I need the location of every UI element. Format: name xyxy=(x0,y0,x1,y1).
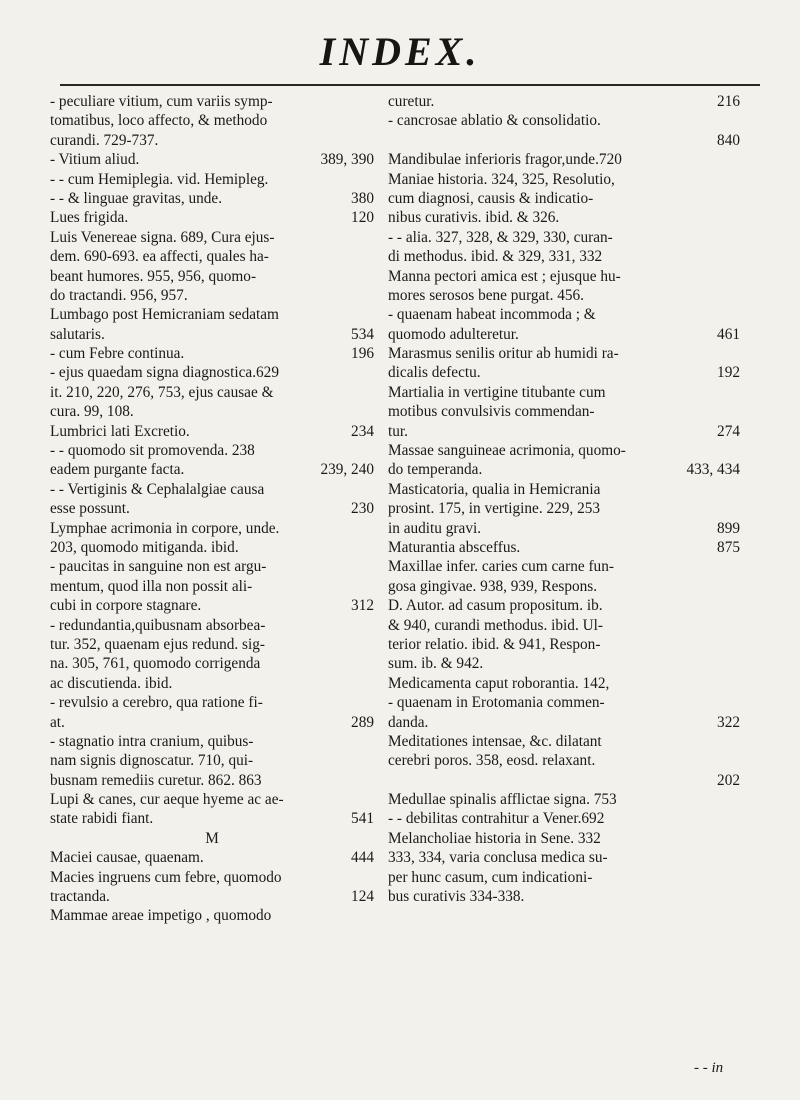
entry-page-ref: 124 xyxy=(351,888,374,906)
index-entry-line xyxy=(388,460,740,479)
index-entry-line xyxy=(50,519,374,538)
index-entry-line xyxy=(50,228,374,247)
index-entry-line xyxy=(388,674,740,693)
entry-page-ref xyxy=(734,809,740,828)
entry-page-ref xyxy=(368,771,374,790)
entry-text: prosint. 175, in vertigine. 229, 253 xyxy=(388,500,601,518)
entry-page-ref xyxy=(368,383,374,402)
entry-page-ref xyxy=(368,674,374,693)
index-entry-line xyxy=(50,654,374,673)
entry-page-ref xyxy=(734,829,740,848)
page-header: INDEX. xyxy=(319,29,481,74)
index-entry-line xyxy=(388,596,740,615)
entry-text: di methodus. ibid. & 329, 331, 332 xyxy=(388,248,603,266)
index-entry-line xyxy=(50,616,374,635)
index-entry-line xyxy=(388,344,740,363)
section-letter xyxy=(50,829,374,848)
entry-text: Massae sanguineae acrimonia, quomo- xyxy=(388,442,626,460)
entry-text: motibus convulsivis commendan- xyxy=(388,403,595,421)
entry-text: Luis Venereae signa. 689, Cura ejus- xyxy=(50,228,275,246)
entry-text: do temperanda. xyxy=(388,461,483,479)
index-entry-line xyxy=(50,305,374,324)
entry-text: do tractandi. 956, 957. xyxy=(50,286,188,304)
entry-page-ref xyxy=(734,383,740,402)
entry-page-ref xyxy=(368,577,374,596)
entry-page-ref xyxy=(734,247,740,266)
entry-text: tractanda. xyxy=(50,888,110,906)
entry-page-ref: 312 xyxy=(351,597,374,615)
index-entry-line xyxy=(50,286,374,305)
entry-text: - redundantia,quibusnam absorbea- xyxy=(50,616,266,634)
index-entry-line xyxy=(50,111,374,130)
index-entry-line xyxy=(388,635,740,654)
entry-text: sum. ib. & 942. xyxy=(388,655,484,673)
entry-page-ref xyxy=(734,848,740,867)
entry-text: M xyxy=(205,829,219,847)
index-entry-line xyxy=(50,771,374,790)
entry-text: - - quomodo sit promovenda. 238 xyxy=(50,442,255,460)
entry-text: cerebri poros. 358, eosd. relaxant. xyxy=(388,752,596,770)
index-entry-line xyxy=(388,848,740,867)
entry-page-ref xyxy=(368,538,374,557)
entry-page-ref: 433, 434 xyxy=(686,461,740,479)
entry-page-ref xyxy=(734,402,740,421)
index-entry-line xyxy=(50,557,374,576)
entry-text: - Vitium aliud. xyxy=(50,151,140,169)
entry-page-ref: 875 xyxy=(717,538,740,556)
entry-page-ref xyxy=(734,635,740,654)
entry-text: Meditationes intensae, &c. dilatant xyxy=(388,732,602,750)
index-entry-line xyxy=(388,809,740,828)
index-entry-line xyxy=(388,267,740,286)
index-entry-line xyxy=(50,596,374,615)
entry-text: Macies ingruens cum febre, quomodo xyxy=(50,868,282,886)
entry-text: 333, 334, varia conclusa medica su- xyxy=(388,849,608,867)
entry-page-ref: 216 xyxy=(717,93,740,110)
entry-page-ref: 192 xyxy=(717,364,740,382)
index-entry-line xyxy=(50,422,374,441)
entry-page-ref xyxy=(734,305,740,324)
index-entry-line xyxy=(388,305,740,324)
entry-text: nam signis dignoscatur. 710, qui- xyxy=(50,752,254,770)
entry-text: - peculiare vitium, cum variis symp- xyxy=(50,93,273,110)
index-entry-line xyxy=(388,713,740,732)
entry-page-ref: 534 xyxy=(351,325,374,343)
index-entry-line xyxy=(388,422,740,441)
index-entry-line xyxy=(50,363,374,382)
index-entry-line xyxy=(50,325,374,344)
index-entry-line xyxy=(50,577,374,596)
entry-text: - ejus quaedam signa diagnostica.629 xyxy=(50,364,279,382)
entry-text: - - & linguae gravitas, unde. xyxy=(50,189,223,207)
entry-page-ref: 274 xyxy=(717,422,740,440)
entry-text: in auditu gravi. xyxy=(388,519,482,537)
entry-text: Mammae areae impetigo , quomodo xyxy=(50,907,272,925)
entry-text: Lumbago post Hemicraniam sedatam xyxy=(50,306,279,324)
index-entry-line xyxy=(388,131,740,150)
index-entry-line xyxy=(388,887,740,906)
entry-text: dicalis defectu. xyxy=(388,364,481,382)
entry-text: Lymphae acrimonia in corpore, unde. xyxy=(50,519,280,537)
index-entry-line xyxy=(388,751,740,770)
entry-page-ref xyxy=(368,906,374,925)
entry-page-ref: 444 xyxy=(351,849,374,867)
entry-text: Maturantia absceffus. xyxy=(388,538,521,556)
entry-page-ref xyxy=(368,616,374,635)
entry-text: & 940, curandi methodus. ibid. Ul- xyxy=(388,616,603,634)
index-entry-line xyxy=(50,402,374,421)
index-entry-line xyxy=(50,131,374,150)
entry-text: state rabidi fiant. xyxy=(50,810,154,828)
entry-text: Maxillae infer. caries cum carne fun- xyxy=(388,558,614,576)
index-column-right xyxy=(388,92,740,906)
entry-text: Mandibulae inferioris fragor,unde.720 xyxy=(388,151,622,169)
index-column-left xyxy=(50,92,374,926)
entry-page-ref: 840 xyxy=(717,131,740,149)
entry-page-ref xyxy=(734,286,740,305)
entry-page-ref xyxy=(368,519,374,538)
entry-page-ref xyxy=(734,674,740,693)
entry-text: Lumbrici lati Excretio. xyxy=(50,422,190,440)
index-entry-line xyxy=(388,150,740,169)
entry-text: Maniae historia. 324, 325, Resolutio, xyxy=(388,170,615,188)
entry-page-ref xyxy=(734,596,740,615)
entry-text: dem. 690-693. ea affecti, quales ha- xyxy=(50,248,269,266)
entry-page-ref xyxy=(734,790,740,809)
index-entry-line xyxy=(50,247,374,266)
header-rule xyxy=(60,84,760,86)
entry-page-ref xyxy=(368,732,374,751)
entry-page-ref xyxy=(734,441,740,460)
entry-page-ref xyxy=(734,751,740,770)
index-entry-line xyxy=(50,208,374,227)
entry-page-ref xyxy=(368,92,374,111)
entry-text: Manna pectori amica est ; ejusque hu- xyxy=(388,267,621,285)
index-entry-line xyxy=(388,441,740,460)
index-entry-line xyxy=(50,732,374,751)
entry-page-ref xyxy=(368,305,374,324)
entry-text: salutaris. xyxy=(50,325,105,343)
entry-text: - - debilitas contrahitur a Vener.692 xyxy=(388,810,605,828)
entry-text: Maciei causae, quaenam. xyxy=(50,849,204,867)
entry-text: Melancholiae historia in Sene. 332 xyxy=(388,829,601,847)
entry-page-ref xyxy=(368,286,374,305)
index-entry-line xyxy=(388,732,740,751)
entry-text: bus curativis 334-338. xyxy=(388,888,525,906)
index-entry-line xyxy=(388,771,740,790)
entry-page-ref xyxy=(368,363,374,382)
entry-text: esse possunt. xyxy=(50,500,130,518)
index-entry-line xyxy=(50,344,374,363)
entry-page-ref xyxy=(734,228,740,247)
index-entry-line xyxy=(50,906,374,925)
entry-text: cubi in corpore stagnare. xyxy=(50,597,202,615)
entry-text: - - Vertiginis & Cephalalgiae causa xyxy=(50,480,265,498)
entry-page-ref xyxy=(368,868,374,887)
index-entry-line xyxy=(388,577,740,596)
entry-text: per hunc casum, cum indicationi- xyxy=(388,868,593,886)
index-entry-line xyxy=(388,208,740,227)
index-entry-line xyxy=(388,189,740,208)
entry-text: - quaenam habeat incommoda ; & xyxy=(388,306,596,324)
index-entry-line xyxy=(388,693,740,712)
entry-page-ref xyxy=(734,616,740,635)
index-entry-line xyxy=(388,480,740,499)
entry-page-ref: 322 xyxy=(717,713,740,731)
entry-page-ref: 196 xyxy=(351,345,374,363)
entry-text: - - alia. 327, 328, & 329, 330, curan- xyxy=(388,228,613,246)
entry-text: mores serosos bene purgat. 456. xyxy=(388,286,584,304)
entry-text: busnam remediis curetur. 862. 863 xyxy=(50,771,262,789)
index-entry-line xyxy=(388,92,740,111)
index-entry-line xyxy=(50,480,374,499)
catchword: - - in xyxy=(694,1060,724,1076)
entry-text: Lupi & canes, cur aeque hyeme ac ae- xyxy=(50,791,284,809)
index-entry-line xyxy=(50,383,374,402)
index-entry-line xyxy=(388,247,740,266)
entry-page-ref xyxy=(734,732,740,751)
entry-page-ref: 389, 390 xyxy=(320,151,374,169)
index-entry-line xyxy=(50,635,374,654)
index-entry-line xyxy=(388,868,740,887)
entry-page-ref: 239, 240 xyxy=(320,461,374,479)
entry-page-ref xyxy=(368,402,374,421)
entry-page-ref xyxy=(368,751,374,770)
entry-text: nibus curativis. ibid. & 326. xyxy=(388,209,560,227)
entry-page-ref xyxy=(368,131,374,150)
index-entry-line xyxy=(388,538,740,557)
entry-text: - revulsio a cerebro, qua ratione fi- xyxy=(50,694,263,712)
index-entry-line xyxy=(50,189,374,208)
index-entry-line xyxy=(388,383,740,402)
entry-page-ref xyxy=(368,557,374,576)
entry-text: beant humores. 955, 956, quomo- xyxy=(50,267,257,285)
index-entry-line xyxy=(388,519,740,538)
entry-text: ac discutienda. ibid. xyxy=(50,674,173,692)
index-entry-line xyxy=(50,809,374,828)
index-entry-line xyxy=(50,848,374,867)
entry-text: eadem purgante facta. xyxy=(50,461,185,479)
entry-page-ref: 202 xyxy=(717,771,740,789)
entry-page-ref xyxy=(734,208,740,227)
entry-page-ref: 289 xyxy=(351,713,374,731)
index-entry-line xyxy=(50,751,374,770)
index-entry-line xyxy=(50,693,374,712)
entry-page-ref xyxy=(368,170,374,189)
index-entry-line xyxy=(50,713,374,732)
entry-page-ref xyxy=(734,693,740,712)
entry-text: - quaenam in Erotomania commen- xyxy=(388,694,605,712)
entry-text: mentum, quod illa non possit ali- xyxy=(50,577,253,595)
entry-text: cura. 99, 108. xyxy=(50,403,134,421)
index-entry-line xyxy=(50,887,374,906)
entry-text: Lues frigida. xyxy=(50,209,129,227)
entry-text: curetur. xyxy=(388,93,435,110)
entry-text: quomodo adulteretur. xyxy=(388,325,519,343)
entry-page-ref xyxy=(734,170,740,189)
entry-text xyxy=(388,771,711,790)
entry-text: - cum Febre continua. xyxy=(50,345,185,363)
entry-page-ref xyxy=(734,344,740,363)
entry-page-ref xyxy=(734,887,740,906)
entry-page-ref: 230 xyxy=(351,500,374,518)
entry-text: danda. xyxy=(388,713,429,731)
entry-text: 203, quomodo mitiganda. ibid. xyxy=(50,538,239,556)
index-entry-line xyxy=(388,325,740,344)
index-entry-line xyxy=(388,557,740,576)
entry-text: tomatibus, loco affecto, & methodo xyxy=(50,112,268,130)
entry-text: - cancrosae ablatio & consolidatio. xyxy=(388,112,601,130)
entry-text: tur. xyxy=(388,422,408,440)
entry-text: Masticatoria, qualia in Hemicrania xyxy=(388,480,601,498)
entry-page-ref: 120 xyxy=(351,209,374,227)
entry-text: - paucitas in sanguine non est argu- xyxy=(50,558,267,576)
index-entry-line xyxy=(50,170,374,189)
entry-page-ref xyxy=(368,654,374,673)
index-entry-line xyxy=(50,460,374,479)
entry-text xyxy=(388,131,711,150)
index-entry-line xyxy=(388,170,740,189)
index-entry-line xyxy=(50,868,374,887)
index-entry-line xyxy=(388,363,740,382)
entry-text: at. xyxy=(50,713,65,731)
entry-page-ref: 234 xyxy=(351,422,374,440)
entry-page-ref xyxy=(368,790,374,809)
entry-text: cum diagnosi, causis & indicatio- xyxy=(388,189,594,207)
entry-page-ref xyxy=(734,654,740,673)
index-entry-line xyxy=(50,441,374,460)
index-entry-line xyxy=(388,228,740,247)
index-entry-line xyxy=(50,538,374,557)
entry-page-ref xyxy=(368,247,374,266)
index-entry-line xyxy=(50,499,374,518)
index-entry-line xyxy=(50,267,374,286)
entry-text: Medullae spinalis afflictae signa. 753 xyxy=(388,791,617,809)
index-entry-line xyxy=(50,150,374,169)
index-entry-line xyxy=(388,111,740,130)
entry-page-ref: 899 xyxy=(717,519,740,537)
entry-page-ref xyxy=(734,577,740,596)
entry-text: D. Autor. ad casum propositum. ib. xyxy=(388,597,603,615)
index-entry-line xyxy=(50,674,374,693)
index-entry-line xyxy=(388,402,740,421)
index-entry-line xyxy=(50,790,374,809)
index-entry-line xyxy=(388,654,740,673)
entry-page-ref xyxy=(734,868,740,887)
index-entry-line xyxy=(50,92,374,111)
entry-page-ref xyxy=(734,499,740,518)
entry-text: tur. 352, quaenam ejus redund. sig- xyxy=(50,635,265,653)
index-entry-line xyxy=(388,286,740,305)
index-entry-line xyxy=(388,616,740,635)
entry-page-ref xyxy=(734,189,740,208)
entry-page-ref: 461 xyxy=(717,325,740,343)
entry-text: Marasmus senilis oritur ab humidi ra- xyxy=(388,345,619,363)
entry-text: Martialia in vertigine titubante cum xyxy=(388,383,606,401)
entry-page-ref: 380 xyxy=(351,189,374,207)
entry-text: - - cum Hemiplegia. vid. Hemipleg. xyxy=(50,170,269,188)
entry-page-ref xyxy=(734,480,740,499)
index-entry-line xyxy=(388,790,740,809)
entry-text: terior relatio. ibid. & 941, Respon- xyxy=(388,635,601,653)
entry-page-ref xyxy=(368,441,374,460)
entry-page-ref xyxy=(734,150,740,169)
index-entry-line xyxy=(388,829,740,848)
entry-page-ref xyxy=(734,267,740,286)
entry-text: it. 210, 220, 276, 753, ejus causae & xyxy=(50,383,274,401)
entry-page-ref xyxy=(734,557,740,576)
entry-page-ref xyxy=(368,228,374,247)
entry-text: Medicamenta caput roborantia. 142, xyxy=(388,674,610,692)
entry-text: gosa gingivae. 938, 939, Respons. xyxy=(388,577,598,595)
entry-page-ref xyxy=(734,111,740,130)
index-entry-line xyxy=(388,499,740,518)
entry-page-ref xyxy=(368,635,374,654)
entry-page-ref xyxy=(368,111,374,130)
entry-page-ref xyxy=(368,480,374,499)
entry-page-ref: 541 xyxy=(351,810,374,828)
entry-text: curandi. 729-737. xyxy=(50,131,159,149)
entry-page-ref xyxy=(368,267,374,286)
entry-text: - stagnatio intra cranium, quibus- xyxy=(50,732,254,750)
entry-page-ref xyxy=(368,693,374,712)
entry-text: na. 305, 761, quomodo corrigenda xyxy=(50,655,261,673)
